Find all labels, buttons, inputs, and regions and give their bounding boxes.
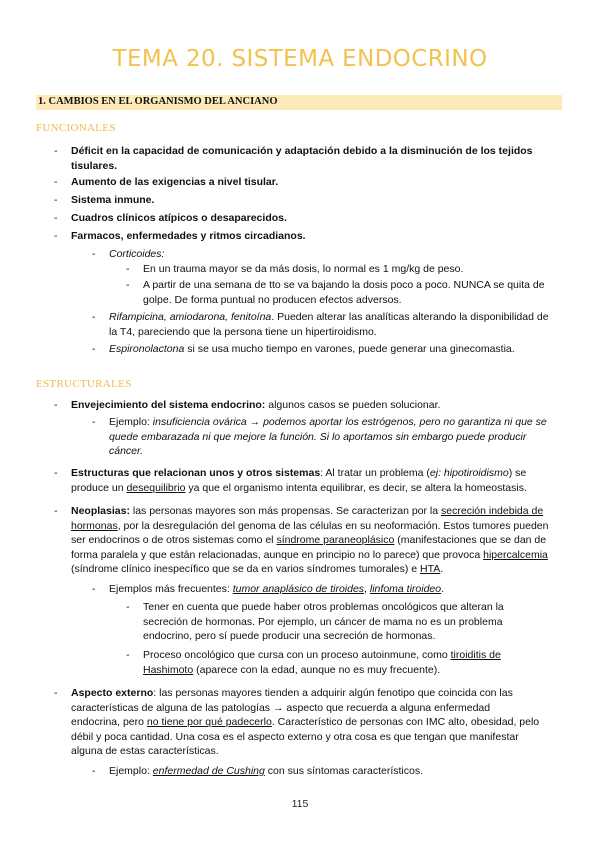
bullet-dash: - bbox=[54, 194, 58, 206]
item-text: , bbox=[364, 583, 370, 595]
item-bold: Aspecto externo bbox=[71, 687, 154, 699]
item-text: (manifestaciones que se dan de forma paralela y que están relacionadas, aunque en principio no lo parece) que provoca bbox=[71, 534, 547, 561]
item-text: ) se produce un bbox=[71, 467, 527, 494]
drug-names: Rifampicina, amiodarona, fenitoína bbox=[109, 311, 272, 323]
item-text: (síndrome clínico inespecífico que se da en varios síndromes tumorales) e bbox=[71, 563, 420, 575]
item-text: Corticoides: bbox=[109, 248, 165, 260]
item-text: si se usa mucho tiempo en varones, puede generar una ginecomastia. bbox=[184, 343, 515, 355]
bullet-dash: - bbox=[54, 505, 58, 517]
bullet-dash: - bbox=[126, 263, 130, 275]
item-underline: secreción indebida de hormonas bbox=[71, 505, 544, 532]
item-underline: desequilibrio bbox=[126, 481, 186, 494]
section-heading-bar bbox=[36, 95, 562, 110]
item-text: A partir de una semana de tto se va bajando la dosis poco a poco. NUNCA se quita de golpe. De forma puntual no producen efectos adversos. bbox=[143, 279, 545, 306]
bullet-dash: - bbox=[126, 601, 130, 613]
item-underline: HTA bbox=[420, 563, 441, 575]
bullet-dash: - bbox=[54, 399, 58, 411]
bullet-dash: - bbox=[92, 248, 96, 260]
item-underline: hipercalcemia bbox=[483, 548, 548, 561]
item-text: . bbox=[440, 563, 444, 575]
page-number: 115 bbox=[291, 798, 309, 810]
item-bold: Neoplasias: bbox=[71, 505, 130, 517]
item-bold: Estructuras que relacionan unos y otros sistemas bbox=[71, 467, 321, 479]
item-text: Aumento de las exigencias a nivel tisular. bbox=[71, 176, 279, 188]
item-text: . Pueden alterar las analíticas alterando la disponibilidad de la T4, pareciendo que la persona tiene un hipertiroidismo. bbox=[109, 311, 549, 338]
item-text: Proceso oncológico que cursa con un proceso autoinmune, como bbox=[143, 649, 451, 661]
item-text: (aparece con la edad, aunque no es muy frecuente). bbox=[193, 663, 441, 676]
item-italic: ej: hipotiroidismo bbox=[429, 467, 509, 479]
bullet-dash: - bbox=[54, 212, 58, 224]
section-heading: 1. CAMBIOS EN EL ORGANISMO DEL ANCIANO bbox=[38, 96, 278, 107]
item-underline: no tiene por qué padecerlo bbox=[146, 716, 272, 728]
item-text: algunos casos se pueden solucionar. bbox=[265, 399, 441, 411]
item-text: . bbox=[441, 583, 445, 595]
page-title: TEMA 20. SISTEMA ENDOCRINO bbox=[112, 46, 488, 72]
item-lead: Ejemplos más frecuentes: bbox=[109, 583, 233, 595]
item-text: : las personas mayores tienden a adquirir algún fenotipo que coincida con las características de alguna de las patologías → aspecto que recuerda a alguna enfermedad endocrina, pero bbox=[71, 687, 513, 728]
item-underline: síndrome paraneoplásico bbox=[276, 534, 395, 546]
item-text: Cuadros clínicos atípicos o desaparecidos. bbox=[71, 212, 287, 224]
item-text: En un trauma mayor se da más dosis, lo normal es 1 mg/kg de peso. bbox=[143, 263, 464, 275]
bullet-dash: - bbox=[92, 583, 96, 595]
bullet-dash: - bbox=[126, 279, 130, 291]
item-underline: tiroiditis de Hashimoto bbox=[143, 649, 501, 676]
item-text: Tener en cuenta que puede haber otros problemas oncológicos que alteran la secreción de hormonas. Por ejemplo, un cáncer de mama no es un problema endocrino, pero sí puede producir una secreción de hormonas. bbox=[143, 601, 504, 642]
item-underline: enfermedad de Cushing bbox=[152, 765, 265, 777]
bullet-dash: - bbox=[54, 687, 58, 699]
item-text: Sistema inmune. bbox=[71, 194, 155, 206]
bullet-dash: - bbox=[92, 343, 96, 355]
item-text: ya que el organismo intenta equilibrar, es decir, se altera la homeostasis. bbox=[185, 481, 527, 494]
subheading-funcionales: FUNCIONALES bbox=[36, 122, 116, 134]
drug-name: Espironolactona bbox=[109, 343, 185, 355]
item-italic: insuficiencia ovárica → podemos aportar los estrógenos, pero no garantiza ni que se quede embarazada ni que mejore la función. Si lo aportamos sin embargo puede producir cáncer. bbox=[109, 416, 547, 457]
bullet-dash: - bbox=[92, 765, 96, 777]
subheading-estructurales: ESTRUCTURALES bbox=[36, 378, 132, 390]
item-text: : Al tratar un problema ( bbox=[320, 467, 430, 479]
item-text: , por la desregulación del genoma de las células en su neoformación. Estos tumores pueden ser endocrinos o de otros sistemas como el bbox=[71, 519, 549, 546]
bullet-dash: - bbox=[54, 467, 58, 479]
item-text: Farmacos, enfermedades y ritmos circadianos. bbox=[71, 230, 306, 242]
item-lead: Ejemplo: bbox=[109, 416, 153, 428]
bullet-dash: - bbox=[54, 230, 58, 242]
bullet-dash: - bbox=[92, 311, 96, 323]
bullet-dash: - bbox=[54, 176, 58, 188]
bullet-dash: - bbox=[92, 416, 96, 428]
item-text: Déficit en la capacidad de comunicación y adaptación debido a la disminución de los tejidos tisulares. bbox=[71, 145, 533, 172]
item-lead: Ejemplo: bbox=[109, 765, 153, 777]
item-bold: Envejecimiento del sistema endocrino: bbox=[71, 399, 266, 411]
item-text: con sus síntomas característicos. bbox=[264, 765, 424, 777]
item-text: las personas mayores son más propensas. Se caracterizan por la bbox=[129, 505, 442, 517]
bullet-dash: - bbox=[54, 145, 58, 157]
item-text: . Característico de personas con IMC alto, obesidad, pelo débil y poca cantidad. Una cosa es el aspecto externo y otra cosa es que tengan que manifestar alguna de estas características. bbox=[71, 716, 540, 757]
item-underline: linfoma tiroideo bbox=[369, 583, 442, 595]
bullet-dash: - bbox=[126, 649, 130, 661]
item-underline: tumor anaplásico de tiroides bbox=[232, 583, 365, 595]
